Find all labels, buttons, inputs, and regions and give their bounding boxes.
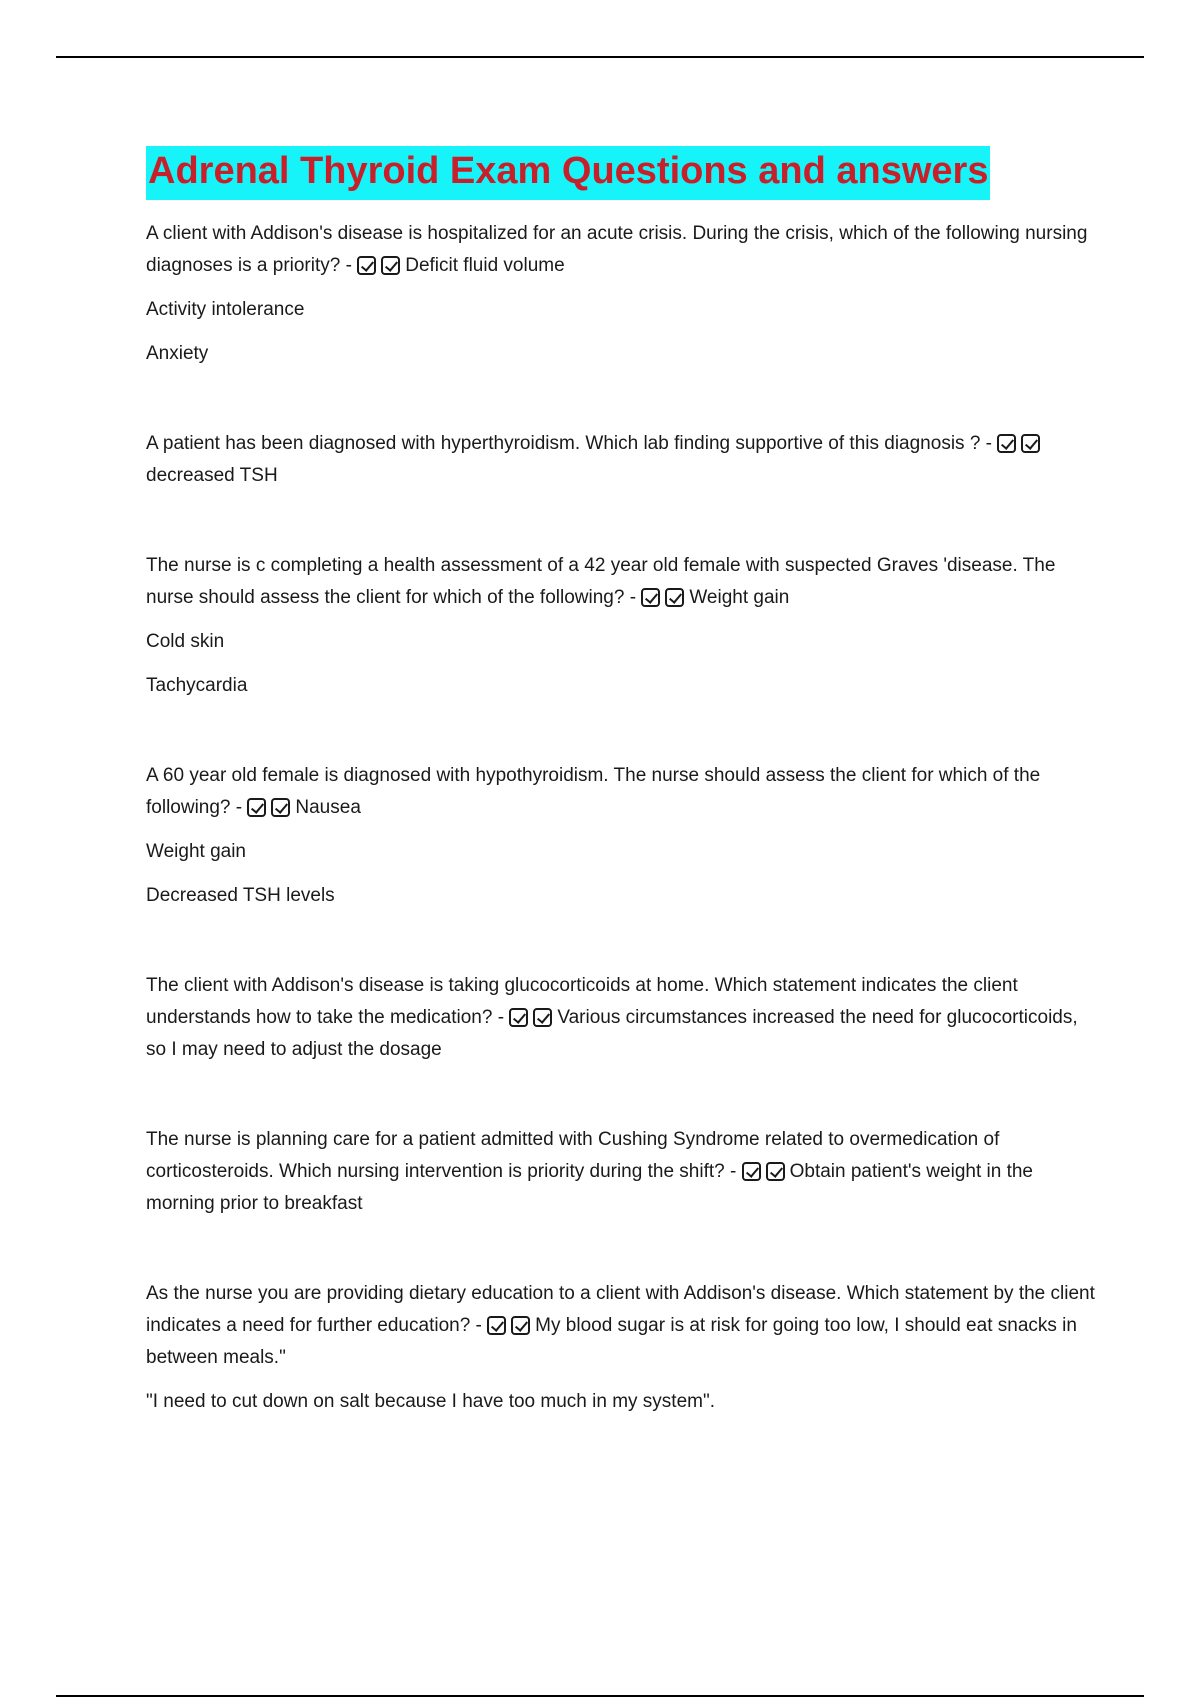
checkbox-checked-icon bbox=[533, 1008, 552, 1027]
answer-text: decreased TSH bbox=[146, 465, 278, 486]
answer-text: My blood sugar is at risk for going too low, I should eat snacks in between meals." bbox=[146, 1315, 1077, 1368]
question-block bbox=[146, 550, 1096, 702]
option-text: Anxiety bbox=[146, 343, 209, 364]
checkbox-checked-icon bbox=[1021, 434, 1040, 453]
checkbox-checked-icon bbox=[742, 1162, 761, 1181]
question-block bbox=[146, 1278, 1096, 1418]
question-text: A 60 year old female is diagnosed with hypothyroidism. The nurse should assess the client for which of the following? - bbox=[146, 765, 1041, 818]
option-text: Tachycardia bbox=[146, 675, 248, 696]
checkbox-checked-icon bbox=[271, 798, 290, 817]
option-text: Activity intolerance bbox=[146, 299, 305, 320]
checkbox-checked-icon bbox=[997, 434, 1016, 453]
answer-text: Various circumstances increased the need for glucocorticoids, so I may need to adjust the dosage bbox=[146, 1007, 1078, 1060]
question-paragraph bbox=[146, 428, 1096, 492]
title-highlight bbox=[146, 146, 990, 200]
question-text: A patient has been diagnosed with hyperthyroidism. Which lab finding supportive of this diagnosis ? - bbox=[146, 433, 992, 454]
question-paragraph bbox=[146, 1278, 1096, 1374]
answer-text: Obtain patient's weight in the morning prior to breakfast bbox=[146, 1161, 1033, 1214]
header-rule bbox=[56, 56, 1144, 58]
question-block bbox=[146, 760, 1096, 912]
option-text: "I need to cut down on salt because I have too much in my system". bbox=[146, 1391, 716, 1412]
question-paragraph bbox=[146, 218, 1096, 282]
checkbox-checked-icon bbox=[641, 588, 660, 607]
checkbox-checked-icon bbox=[511, 1316, 530, 1335]
question-list bbox=[146, 218, 1096, 1418]
question-text: A client with Addison's disease is hospitalized for an acute crisis. During the crisis, which of the following nursing diagnoses is a priority? - bbox=[146, 223, 1088, 276]
answer-text: Nausea bbox=[295, 797, 361, 818]
question-block bbox=[146, 1124, 1096, 1220]
checkbox-checked-icon bbox=[357, 256, 376, 275]
option-text: Decreased TSH levels bbox=[146, 885, 335, 906]
checkbox-checked-icon bbox=[247, 798, 266, 817]
option-text: Cold skin bbox=[146, 631, 225, 652]
answer-text: Deficit fluid volume bbox=[405, 255, 565, 276]
page-title: Adrenal Thyroid Exam Questions and answers bbox=[148, 150, 989, 192]
footer-rule bbox=[56, 1695, 1144, 1697]
question-block bbox=[146, 218, 1096, 370]
answer-text: Weight gain bbox=[689, 587, 790, 608]
document-body bbox=[146, 146, 1096, 1418]
question-block bbox=[146, 428, 1096, 492]
question-text: The nurse is c completing a health assessment of a 42 year old female with suspected Graves 'disease. The nurse should assess the client for which of the following? - bbox=[146, 555, 1056, 608]
checkbox-checked-icon bbox=[509, 1008, 528, 1027]
question-text: As the nurse you are providing dietary education to a client with Addison's disease. Which statement by the client indicates a need for further education? - bbox=[146, 1283, 1095, 1336]
checkbox-checked-icon bbox=[381, 256, 400, 275]
question-paragraph bbox=[146, 760, 1096, 824]
option-text: Weight gain bbox=[146, 841, 246, 862]
question-text: The client with Addison's disease is taking glucocorticoids at home. Which statement indicates the client understands how to take the medication? - bbox=[146, 975, 1018, 1028]
question-paragraph bbox=[146, 550, 1096, 614]
checkbox-checked-icon bbox=[766, 1162, 785, 1181]
question-paragraph bbox=[146, 1124, 1096, 1220]
question-paragraph bbox=[146, 970, 1096, 1066]
question-block bbox=[146, 970, 1096, 1066]
checkbox-checked-icon bbox=[487, 1316, 506, 1335]
question-text: The nurse is planning care for a patient admitted with Cushing Syndrome related to overmedication of corticosteroids. Which nursing intervention is priority during the shift? - bbox=[146, 1129, 1000, 1182]
checkbox-checked-icon bbox=[665, 588, 684, 607]
